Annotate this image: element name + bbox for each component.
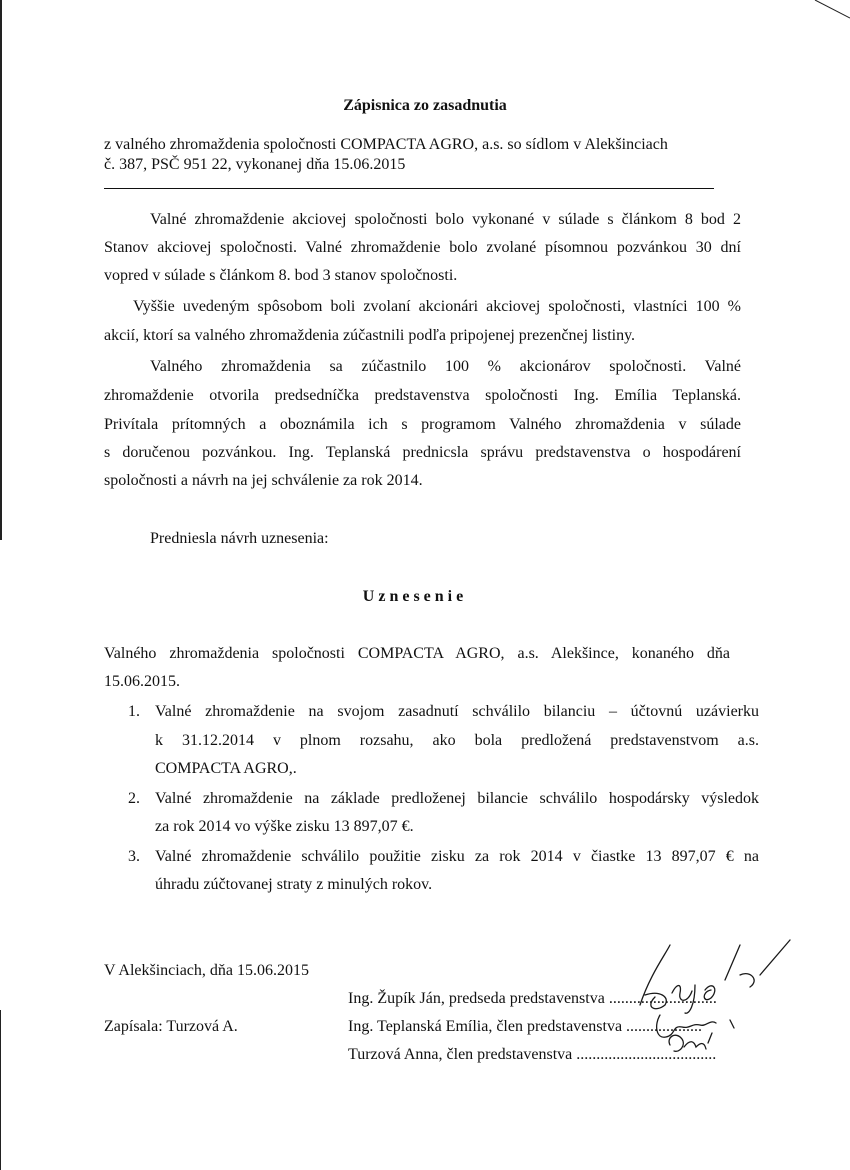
paragraph-line: Valné zhromaždenie akciovej spoločnosti bolo vykonané v súlade s článkom 8 bod 2 (150, 211, 741, 228)
item-line: COMPACTA AGRO,. (155, 760, 297, 777)
signatory-line: Ing. Župík Ján, predseda predstavenstva ........................... (348, 990, 717, 1007)
item-line: Valné zhromaždenie na svojom zasadnutí schválilo bilanciu – účtovnú uzávierku (155, 703, 759, 720)
paragraph-line: Vyššie uvedeným spôsobom boli zvolaní akcionári akciovej spoločnosti, vlastníci 100 % (133, 298, 741, 315)
handwritten-signatures (610, 935, 800, 1075)
item-number: 3. (128, 848, 140, 865)
item-number: 1. (128, 703, 140, 720)
signatory-line: Turzová Anna, člen predstavenstva ................................... (348, 1046, 717, 1063)
item-line: Valné zhromaždenie na základe predloženej bilancie schválilo hospodársky výsledok (155, 790, 759, 807)
item-line: za rok 2014 vo výške zisku 13 897,07 €. (155, 818, 414, 835)
paragraph-line: Valného zhromaždenia sa zúčastnilo 100 % akcionárov spoločnosti. Valné (150, 358, 741, 375)
paragraph-line: spoločnosti a návrh na jej schválenie za rok 2014. (104, 472, 423, 489)
item-number: 2. (128, 790, 140, 807)
signatory-line: Ing. Teplanská Emília, člen predstavenstva ................... (348, 1018, 703, 1035)
divider (104, 188, 714, 189)
paragraph-line: Stanov akciovej spoločnosti. Valné zhromaždenie bolo zvolané písomnou pozvánkou 30 dní (104, 239, 741, 256)
paragraph-line: zhromaždenie otvorila predsedníčka predstavenstva spoločnosti Ing. Emília Teplanská. (104, 387, 741, 404)
item-line: úhradu zúčtovanej straty z minulých rokov. (155, 876, 433, 893)
paragraph-line: s doručenou pozvánkou. Ing. Teplanská prednicsla správu predstavenstva o hospodárení (104, 444, 741, 461)
place-date: V Alekšinciach, dňa 15.06.2015 (104, 962, 310, 979)
intro-line: č. 387, PSČ 951 22, vykonanej dňa 15.06.2015 (104, 156, 406, 173)
resolution-intro-line: Valného zhromaždenia spoločnosti COMPACTA AGRO, a.s. Alekšince, konaného dňa (104, 645, 730, 662)
scan-edge (0, 1010, 1, 1170)
intro-line: z valného zhromaždenia spoločnosti COMPACTA AGRO, a.s. so sídlom v Alekšinciach (104, 136, 668, 153)
paragraph-line: akcií, ktorí sa valného zhromaždenia zúčastnili podľa pripojenej prezenčnej listiny. (104, 327, 636, 344)
item-line: Valné zhromaždenie schválilo použitie zisku za rok 2014 v čiastke 13 897,07 € na (155, 848, 759, 865)
scan-edge (0, 0, 2, 540)
resolution-intro-line: 15.06.2015. (104, 673, 180, 690)
document-title: Zápisnica zo zasadnutia (343, 97, 507, 114)
recorded-by: Zapísala: Turzová A. (104, 1018, 238, 1035)
proposal-heading: Predniesla návrh uznesenia: (150, 530, 329, 547)
resolution-title: Uznesenie (362, 588, 468, 605)
scan-corner-mark (805, 0, 850, 20)
paragraph-line: Privítala prítomných a oboznámila ich s programom Valného zhromaždenia v súlade (104, 416, 741, 433)
paragraph-line: vopred v súlade s článkom 8. bod 3 stanov spoločnosti. (104, 267, 458, 284)
item-line: k 31.12.2014 v plnom rozsahu, ako bola predložená predstavenstvom a.s. (155, 732, 759, 749)
